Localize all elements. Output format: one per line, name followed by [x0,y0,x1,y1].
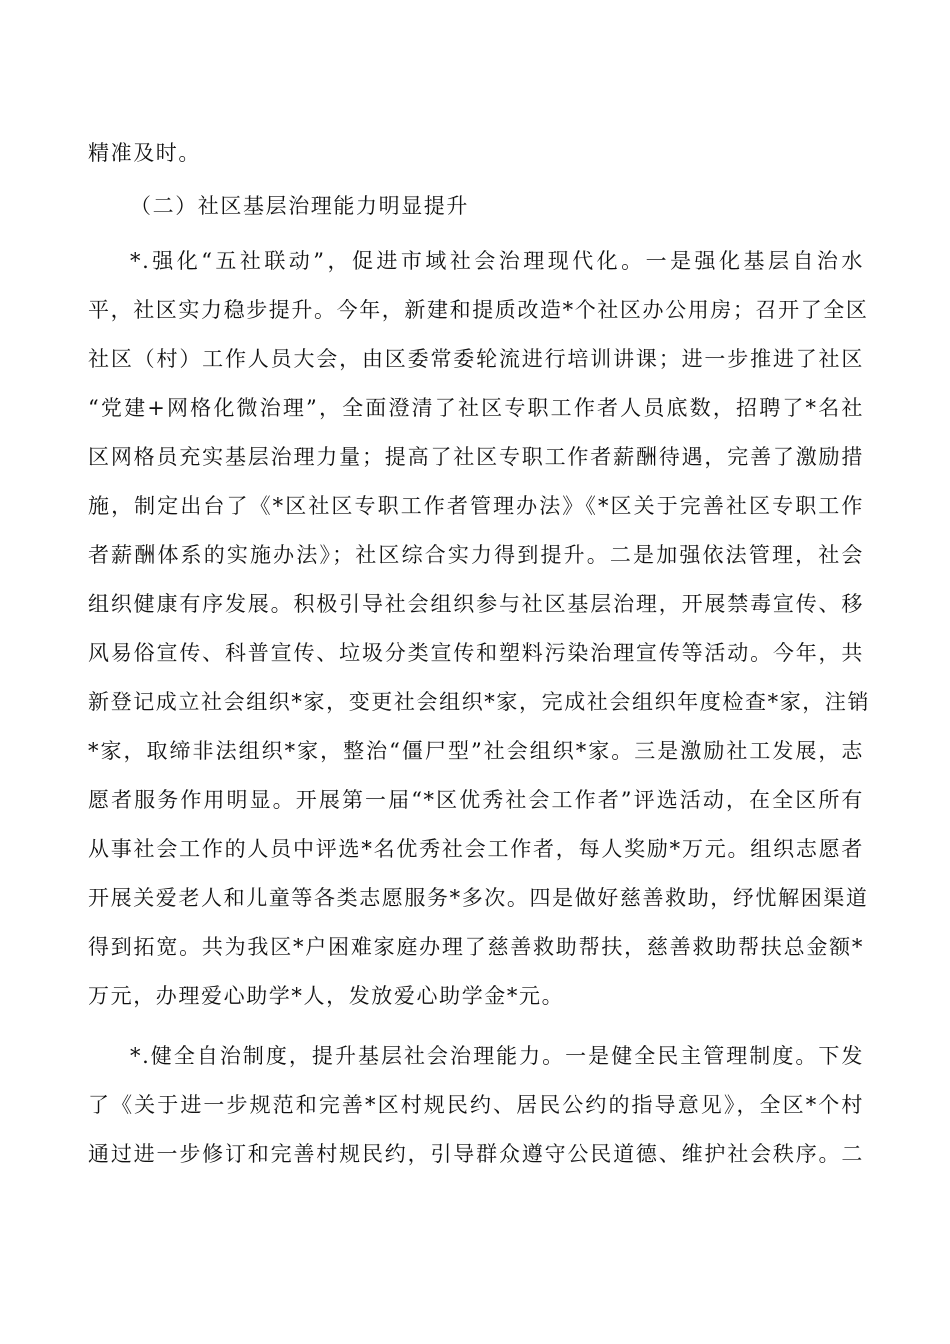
paragraph-line-10: 组织健康有序发展。积极引导社会组织参与社区基层治理，开展禁毒宣传、移 [88,592,864,616]
paragraph-line-7: 区网格员充实基层治理力量；提高了社区专职工作者薪酬待遇，完善了激励措 [88,445,864,469]
paragraph-line-9: 者薪酬体系的实施办法》；社区综合实力得到提升。二是加强依法管理，社会 [88,543,864,567]
paragraph-line-15: 从事社会工作的人员中评选*名优秀社会工作者，每人奖励*万元。组织志愿者 [88,837,864,861]
paragraph-line-13: *家，取缔非法组织*家，整治“僵尸型”社会组织*家。三是激励社工发展，志 [88,739,864,763]
paragraph-line-5: 社区（村）工作人员大会，由区委常委轮流进行培训讲课；进一步推进了社区 [88,347,864,371]
paragraph-line-6: “党建+网格化微治理”，全面澄清了社区专职工作者人员底数，招聘了*名社 [88,396,864,420]
paragraph-line-4: 平，社区实力稳步提升。今年，新建和提质改造*个社区办公用房；召开了全区 [88,298,869,322]
paragraph-line-1: 精准及时。 [88,141,201,165]
section-heading: （二）社区基层治理能力明显提升 [130,194,469,218]
paragraph-line-8: 施，制定出台了《*区社区专职工作者管理办法》《*区关于完善社区专职工作 [88,494,864,518]
paragraph-line-16: 开展关爱老人和儿童等各类志愿服务*多次。四是做好慈善救助，纾忧解困渠道 [88,886,869,910]
paragraph-line-19: *.健全自治制度，提升基层社会治理能力。一是健全民主管理制度。下发 [130,1044,864,1068]
paragraph-line-3: *.强化“五社联动”，促进市域社会治理现代化。一是强化基层自治水 [130,249,864,273]
paragraph-line-12: 新登记成立社会组织*家，变更社会组织*家，完成社会组织年度检查*家，注销 [88,690,871,714]
paragraph-line-17: 得到拓宽。共为我区*户困难家庭办理了慈善救助帮扶，慈善救助帮扶总金额* [88,935,864,959]
paragraph-line-18: 万元，办理爱心助学*人，发放爱心助学金*元。 [88,984,565,1008]
paragraph-line-14: 愿者服务作用明显。开展第一届“*区优秀社会工作者”评选活动，在全区所有 [88,788,864,812]
paragraph-line-21: 通过进一步修订和完善村规民约，引导群众遵守公民道德、维护社会秩序。二 [88,1142,864,1166]
paragraph-line-20: 了《关于进一步规范和完善*区村规民约、居民公约的指导意见》，全区*个村 [88,1093,864,1117]
paragraph-line-11: 风易俗宣传、科普宣传、垃圾分类宣传和塑料污染治理宣传等活动。今年，共 [88,641,864,665]
